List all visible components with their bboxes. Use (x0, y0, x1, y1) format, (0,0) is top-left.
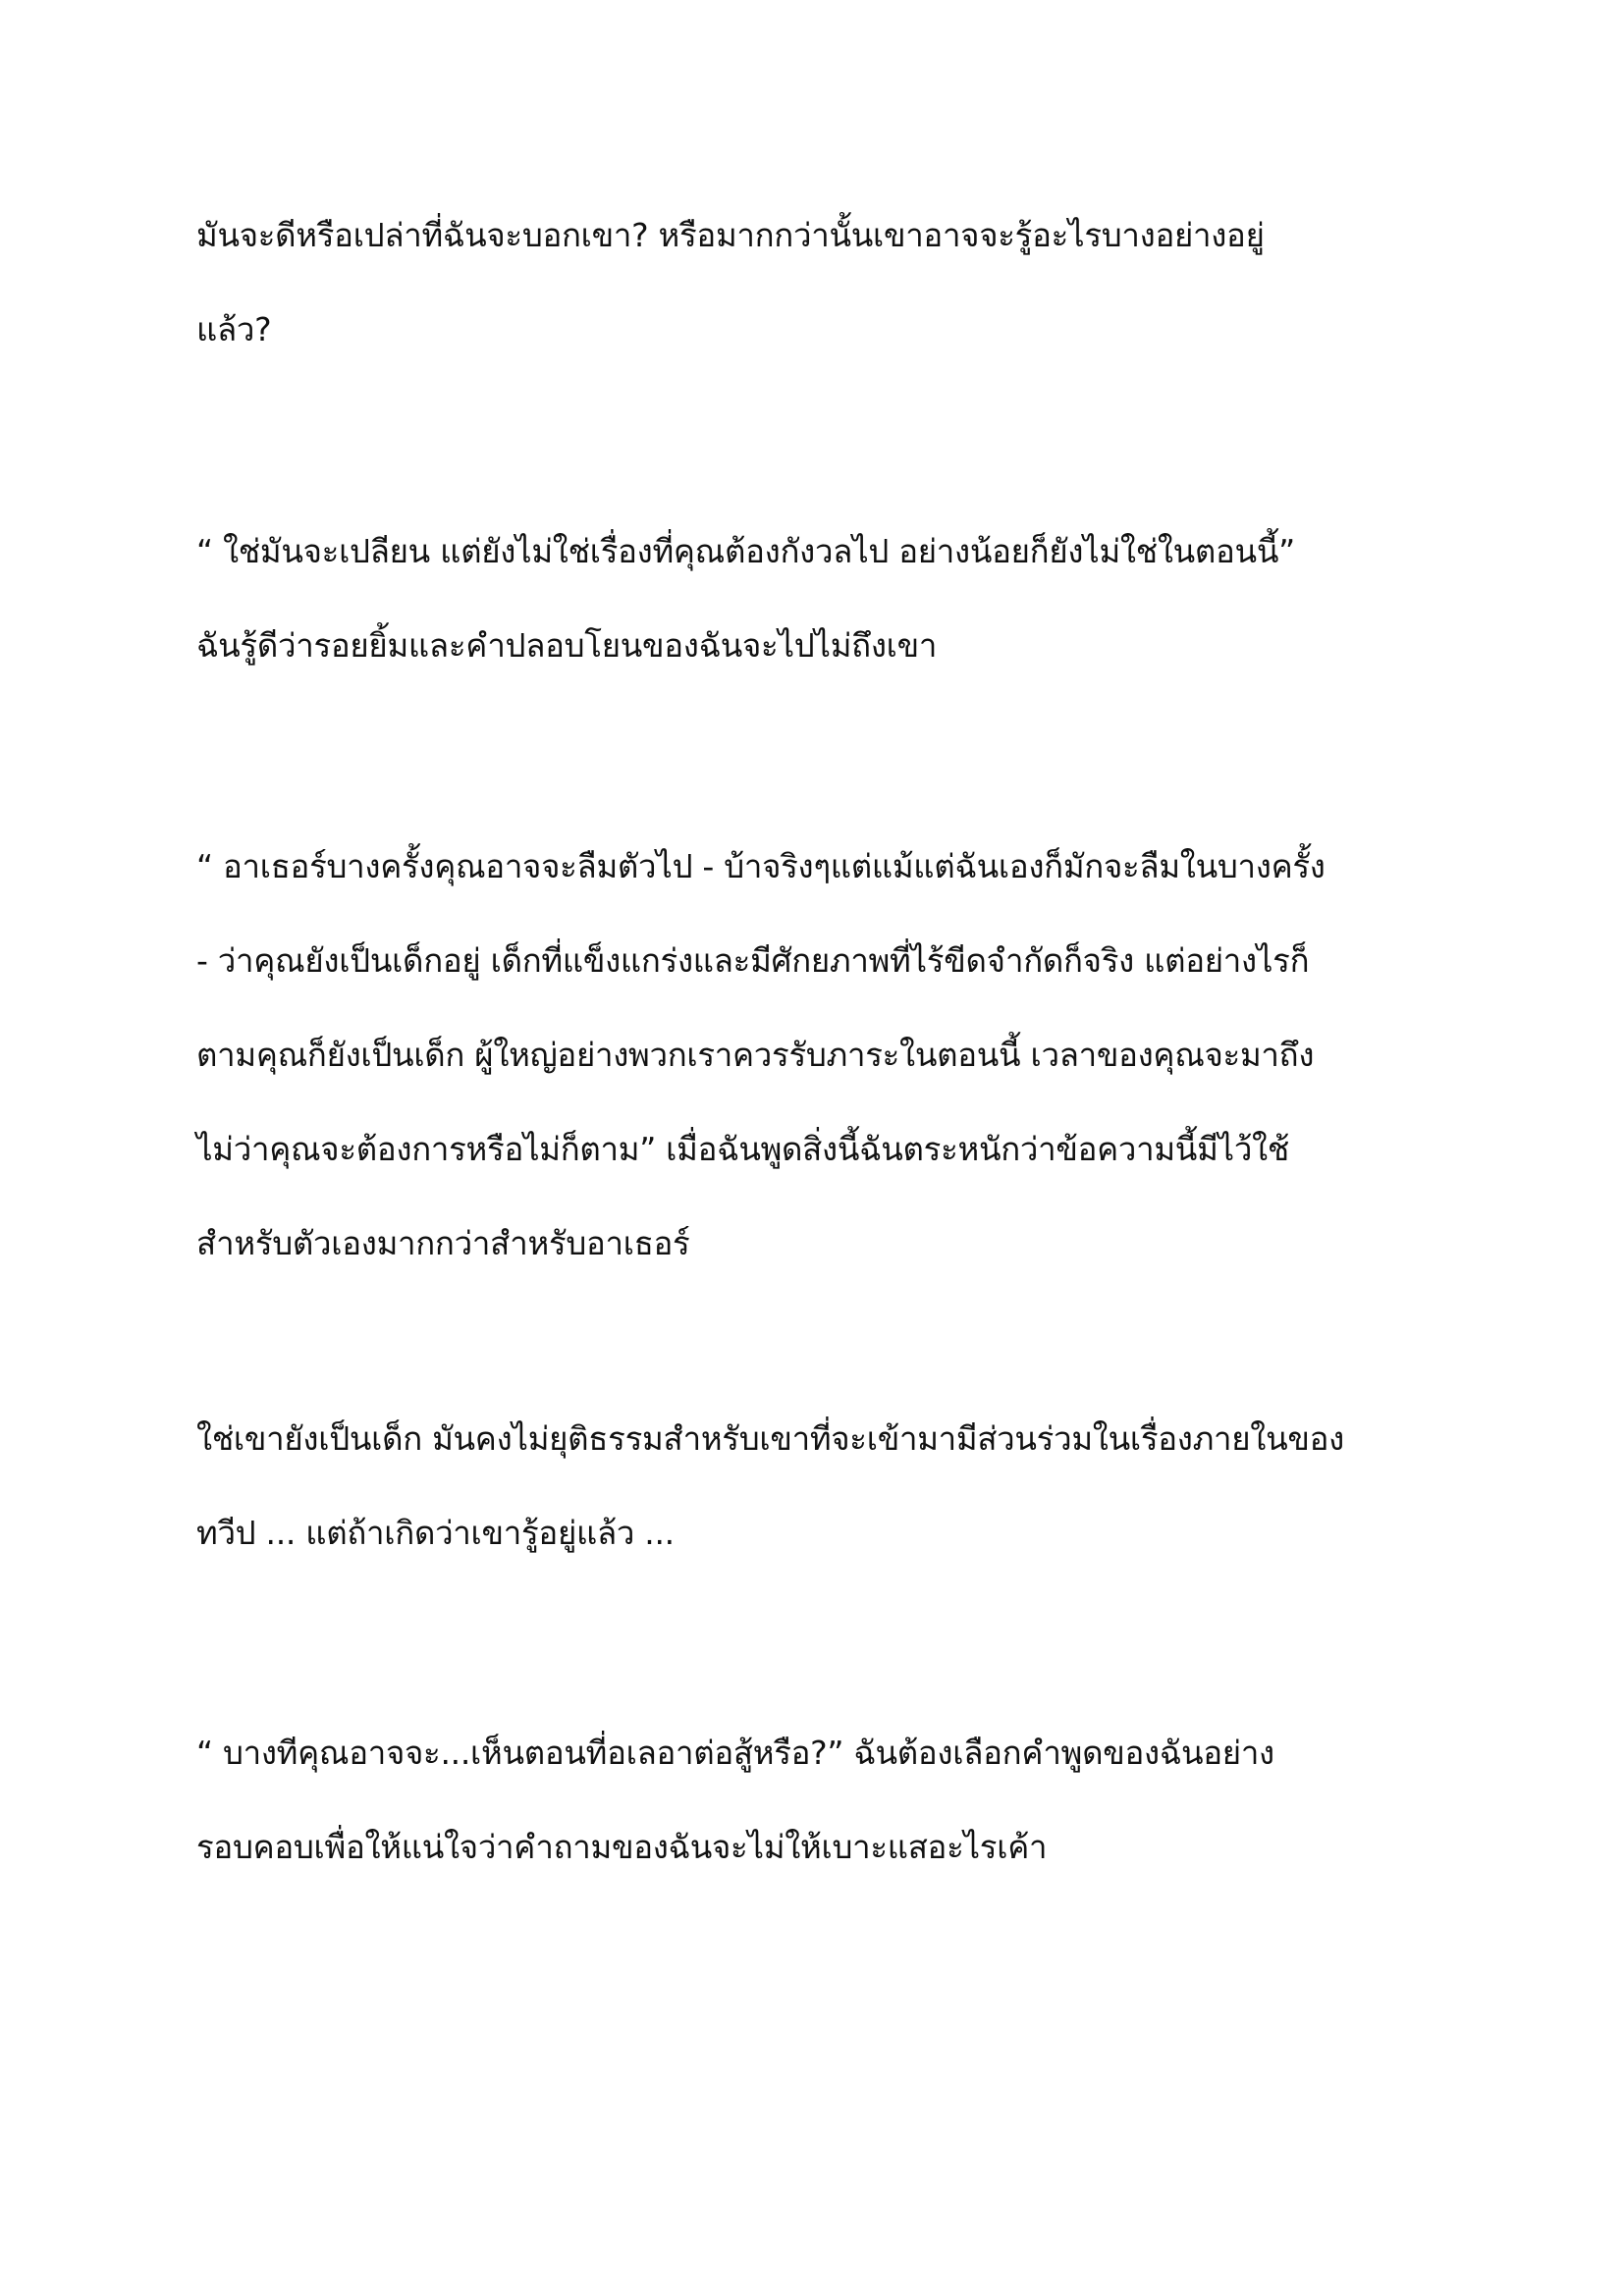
paragraph-2 (196, 505, 1443, 693)
paragraph-line: ตามคุณก็ยังเป็นเด็ก ผู้ใหญ่อย่างพวกเราควรรับภาระในตอนนี้ เวลาของคุณจะมาถึง (196, 1036, 1315, 1074)
paragraph-line: สำหรับตัวเองมากกว่าสำหรับอาเธอร์ (196, 1224, 690, 1262)
paragraph-3 (196, 820, 1443, 1291)
paragraph-line: “ ใช่มันจะเปลียน แต่ยังไม่ใช่เรื่องที่คุณต้องกังวลไป อย่างน้อยก็ยังไม่ใช่ในตอนนี้” (196, 532, 1295, 570)
paragraph-line: แล้ว? (196, 310, 272, 348)
paragraph-line: รอบคอบเพื่อให้แน่ใจว่าคำถามของฉันจะไม่ให้เบาะแสอะไรเค้า (196, 1828, 1048, 1866)
paragraph-line: ฉันรู้ดีว่ารอยยิ้มและคำปลอบโยนของฉันจะไปไม่ถึงเขา (196, 626, 938, 665)
paragraph-4 (196, 1392, 1443, 1580)
paragraph-line: “ อาเธอร์บางครั้งคุณอาจจะลืมตัวไป - บ้าจริงๆแต่แม้แต่ฉันเองก็มักจะลืมในบางครั้ง (196, 847, 1326, 885)
paragraph-line: ไม่ว่าคุณจะต้องการหรือไม่ก็ตาม” เมื่อฉันพูดสิ่งนี้ฉันตระหนักว่าข้อความนี้มีไว้ใช้ (196, 1130, 1289, 1168)
paragraph-line: - ว่าคุณยังเป็นเด็กอยู่ เด็กที่แข็งแกร่งและมีศักยภาพที่ไร้ขีดจำกัดก็จริง แต่อย่างไรก็ (196, 941, 1310, 980)
paragraph-5 (196, 1706, 1443, 1895)
paragraph-line: มันจะดีหรือเปล่าที่ฉันจะบอกเขา? หรือมากกว่านั้นเขาอาจจะรู้อะไรบางอย่างอยู่ (196, 216, 1265, 254)
paragraph-1 (196, 188, 1443, 377)
paragraph-line: ใช่เขายังเป็นเด็ก มันคงไม่ยุติธรรมสำหรับเขาที่จะเข้ามามีส่วนร่วมในเรื่องภายในของ (196, 1419, 1344, 1458)
paragraph-line: “ บางทีคุณอาจจะ...เห็นตอนที่อเลอาต่อสู้หรือ?” ฉันต้องเลือกคำพูดของฉันอย่าง (196, 1734, 1274, 1772)
paragraph-line: ทวีป ... แต่ถ้าเกิดว่าเขารู้อยู่แล้ว ... (196, 1514, 675, 1552)
